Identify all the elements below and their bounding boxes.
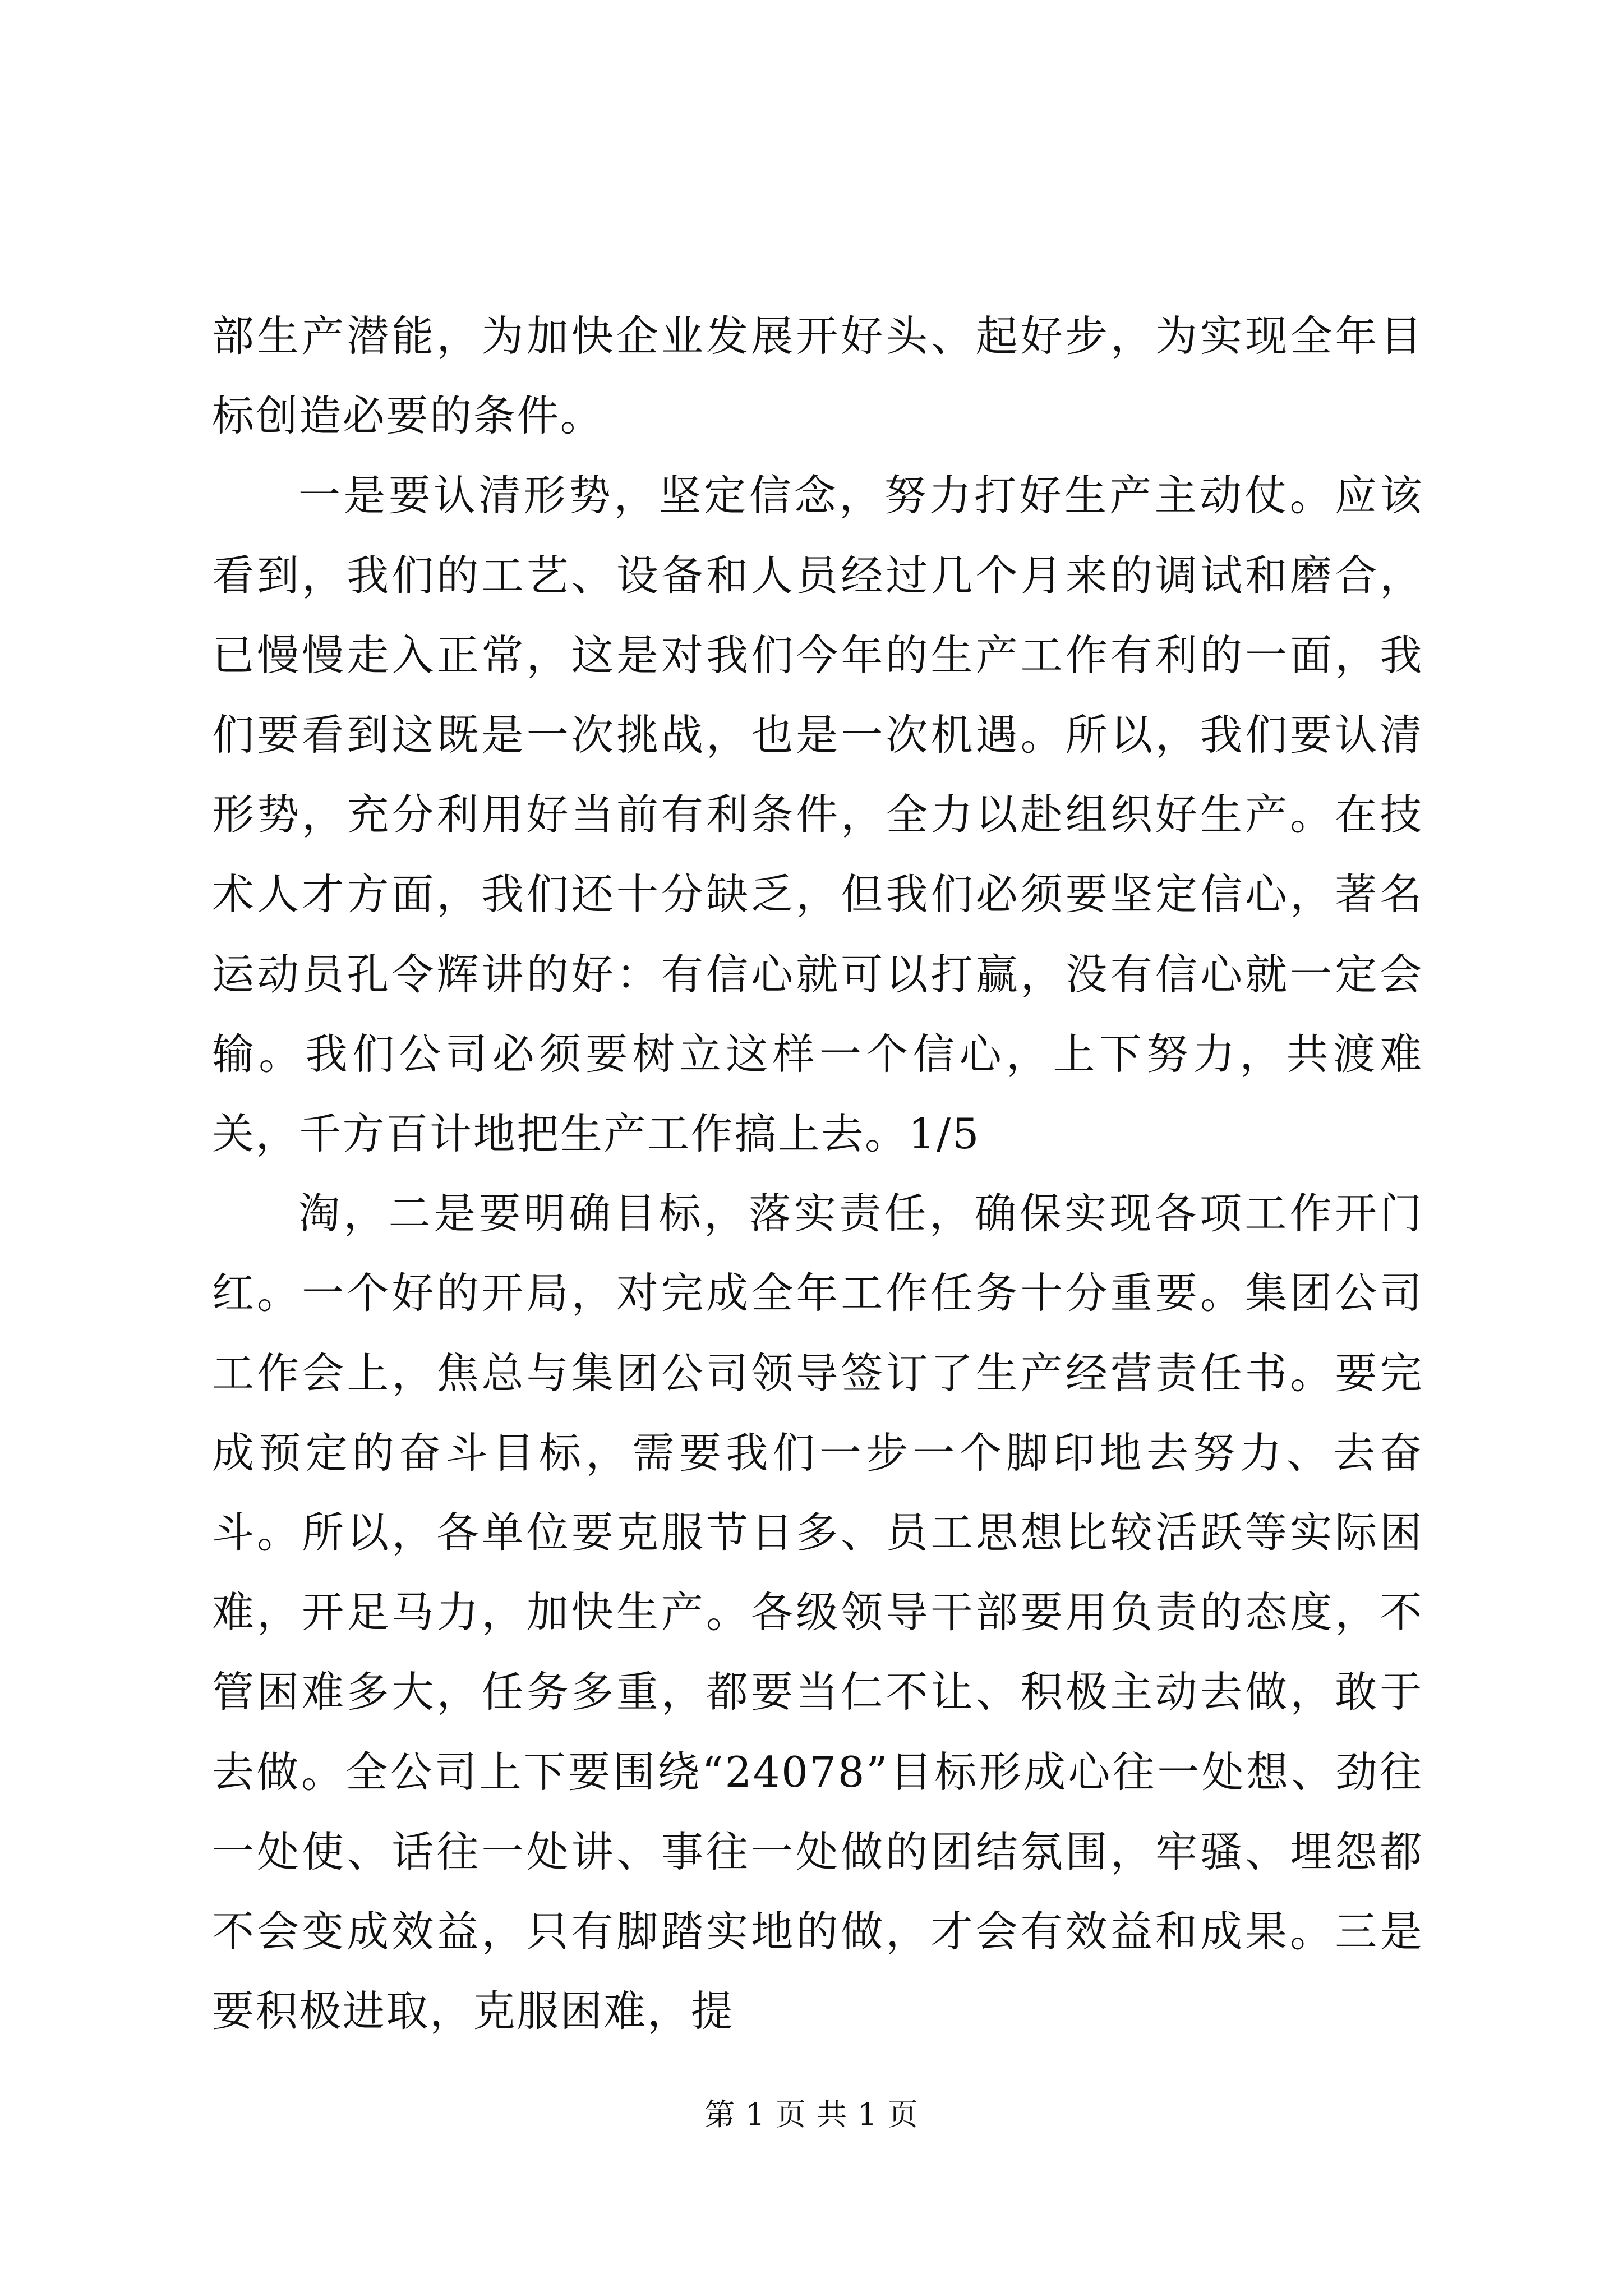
- paragraph-first-point: 一是要认清形势，坚定信念，努力打好生产主动仗。应该看到，我们的工艺、设备和人员经过几个月来的调试和磨合，已慢慢走入正常，这是对我们今年的生产工作有利的一面，我们要看到这既是一次挑战，也是一次机遇。所以，我们要认清形势，充分利用好当前有利条件，全力以赴组织好生产。在技术人才方面，我们还十分缺乏，但我们必须要坚定信心，著名运动员孔令辉讲的好：有信心就可以打赢，没有信心就一定会输。我们公司必须要树立这样一个信心，上下努力，共渡难关，千方百计地把生产工作搞上去。1/5: [212, 471, 1423, 1159]
- paragraph-continuation: 部生产潜能，为加快企业发展开好头、起好步，为实现全年目标创造必要的条件。: [212, 311, 1423, 441]
- page-footer: 第 1 页 共 1 页: [704, 2097, 919, 2132]
- paragraph-second-point: 淘，二是要明确目标，落实责任，确保实现各项工作开门红。一个好的开局，对完成全年工作任务十分重要。集团公司工作会上，焦总与集团公司领导签订了生产经营责任书。要完成预定的奋斗目标，需要我们一步一个脚印地去努力、去奋斗。所以，各单位要克服节日多、员工思想比较活跃等实际困难，开足马力，加快生产。各级领导干部要用负责的态度，不管困难多大，任务多重，都要当仁不让、积极主动去做，敢于去做。全公司上下要围绕“24078”目标形成心往一处想、劲往一处使、话往一处讲、事往一处做的团结氛围，牢骚、埋怨都不会变成效益，只有脚踏实地的做，才会有效益和成果。三是要积极进取，克服困难，提: [212, 1189, 1423, 2036]
- document-body: [212, 296, 1423, 2051]
